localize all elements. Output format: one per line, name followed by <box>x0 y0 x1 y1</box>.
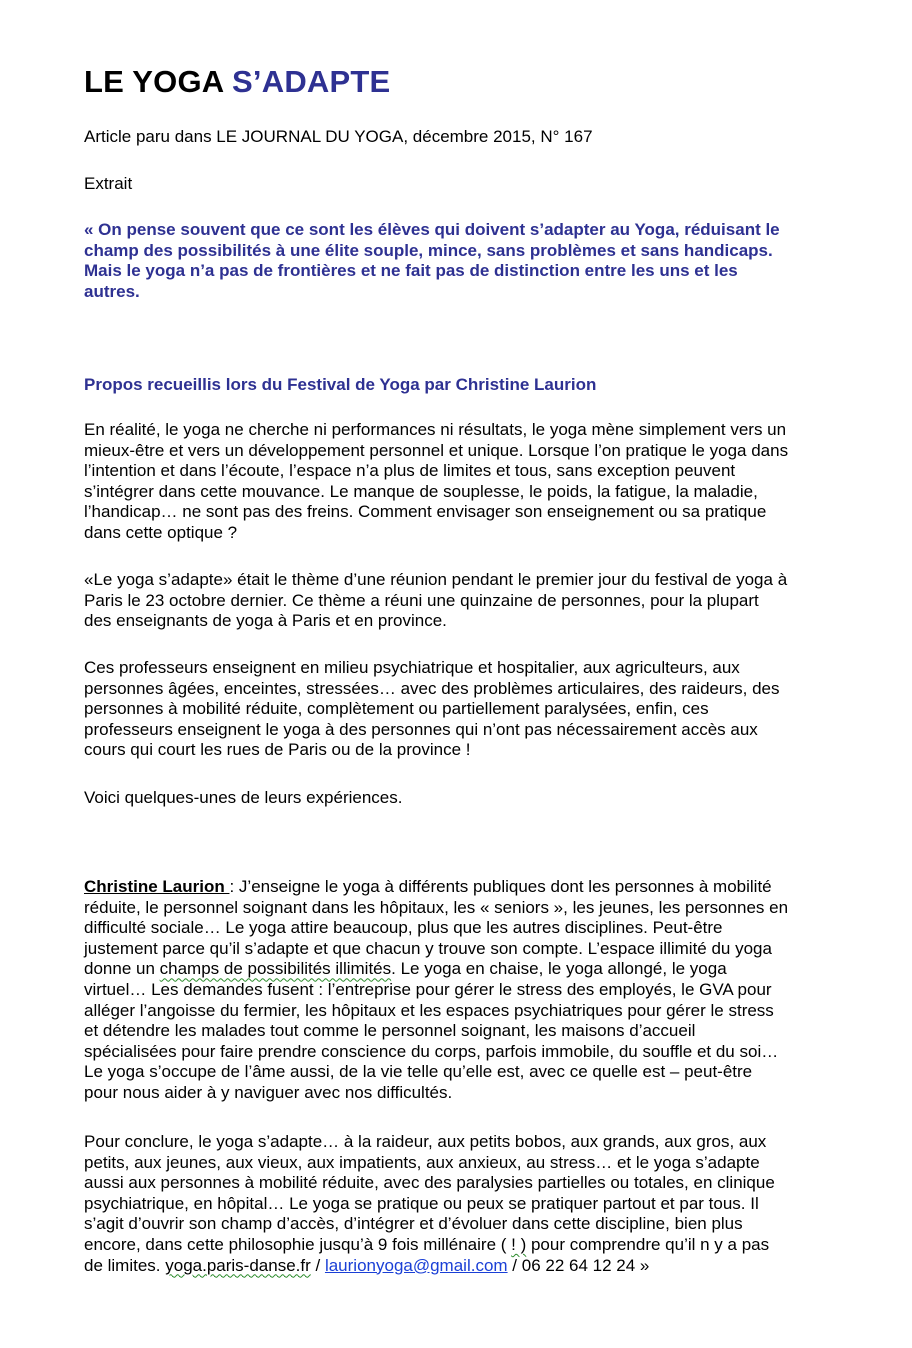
text-line <box>84 877 844 898</box>
email-link[interactable]: laurionyoga@gmail.com <box>324 1255 508 1275</box>
text-line: aussi aux personnes à mobilité réduite, avec des paralysies partielles ou totales, en clinique <box>84 1173 775 1193</box>
text-line: Le yoga s’occupe de l’âme aussi, de la vie telle qu’elle est, avec ce quelle est – peut-être <box>84 1062 753 1082</box>
intro-quote <box>84 220 844 302</box>
paragraph-1 <box>84 420 844 544</box>
text-line: «Le yoga s’adapte» était le thème d’une réunion pendant le premier jour du festival de yoga à <box>84 570 788 589</box>
text-line <box>84 1256 844 1277</box>
quote-line: « On pense souvent que ce sont les élèves qui doivent s’adapter au Yoga, réduisant le <box>84 220 780 239</box>
text-line: spécialisées pour faire prendre conscience du corps, parfois immobile, du souffle et du soi… <box>84 1041 779 1061</box>
text-line: s’agit d’ouvrir son champ d’accès, d’intégrer et d’évoluer dans cette discipline, bien plus <box>84 1214 743 1234</box>
paragraph-2 <box>84 570 844 632</box>
paragraph-3 <box>84 658 844 761</box>
source-line: Article paru dans LE JOURNAL DU YOGA, décembre 2015, N° 167 <box>84 127 593 146</box>
text-fragment: encore, dans cette philosophie jusqu’à 9 fois millénaire ( <box>84 1234 512 1254</box>
text-fragment: . Le yoga en chaise, le yoga allongé, le yoga <box>391 959 727 979</box>
text-line: Pour conclure, le yoga s’adapte… à la raideur, aux petits bobos, aux grands, aux gros, aux <box>84 1132 767 1151</box>
text-fragment: : J’enseigne le yoga à différents publiques dont les personnes à mobilité <box>229 877 772 896</box>
text-line: l’intention et dans l’écoute, l’espace n’a plus de limites et tous, sans exception peuvent <box>84 461 736 481</box>
text-line: Ces professeurs enseignent en milieu psychiatrique et hospitalier, aux agriculteurs, aux <box>84 658 740 677</box>
text-line <box>84 1235 844 1256</box>
text-line: et détendre les malades tout comme le personnel soignant, les maisons d’accueil <box>84 1021 696 1041</box>
spellcheck-flagged-phrase: ! ) <box>511 1234 527 1254</box>
text-line: dans cette optique ? <box>84 522 238 542</box>
title-accent: S’ADAPTE <box>232 64 391 99</box>
website-text: yoga.paris-danse.fr <box>165 1255 311 1275</box>
text-fragment: de limites. <box>84 1255 166 1275</box>
text-fragment: pour comprendre qu’il n y a pas <box>526 1234 770 1254</box>
text-fragment: / 06 22 64 12 24 » <box>507 1255 650 1275</box>
text-line: Paris le 23 octobre dernier. Ce thème a réuni une quinzaine de personnes, pour la plupart <box>84 590 759 610</box>
quote-line: autres. <box>84 281 140 301</box>
text-line: justement parce qu’il s’adapte et que chacun y trouve son compte. L’espace illimité du yoga <box>84 938 772 958</box>
author-name: Christine Laurion <box>84 877 230 896</box>
text-fragment: donne un <box>84 959 160 979</box>
quote-line: Mais le yoga n’a pas de frontières et ne fait pas de distinction entre les uns et les <box>84 261 738 281</box>
text-line: alléger l’angoisse du fermier, les hôpitaux et les espaces psychiatriques pour gérer le stress <box>84 1000 774 1020</box>
text-line: mieux-être et vers un développement personnel et unique. Lorsque l’on pratique le yoga dans <box>84 440 789 460</box>
article-title <box>84 62 390 102</box>
quote-line: champ des possibilités à une élite souple, mince, sans problèmes et sans handicaps. <box>84 240 773 260</box>
text-line: pour nous aider à y naviguer avec nos difficultés. <box>84 1082 453 1102</box>
text-line: professeurs enseignent le yoga à des personnes qui n’ont pas nécessairement accès aux <box>84 719 758 739</box>
title-main: LE YOGA <box>84 64 224 99</box>
text-line: virtuel… Les demandes fusent : l’entreprise pour gérer le stress des employés, le GVA pour <box>84 979 772 999</box>
text-line: personnes âgées, enceintes, stressées… avec des problèmes articulaires, des raideurs, des <box>84 678 780 698</box>
subheading: Propos recueillis lors du Festival de Yoga par Christine Laurion <box>84 375 597 394</box>
paragraph-6 <box>84 1132 844 1276</box>
paragraph-5 <box>84 877 844 1104</box>
text-line: l’handicap… ne sont pas des freins. Comment envisager son enseignement ou sa pratique <box>84 502 767 522</box>
text-line: des enseignants de yoga à Paris et en province. <box>84 611 447 631</box>
text-fragment: / <box>310 1255 325 1275</box>
text-line: personnes à mobilité réduite, complètement ou partiellement paralysées, enfin, ces <box>84 699 709 719</box>
text-line: cours qui court les rues de Paris ou de la province ! <box>84 740 471 760</box>
spellcheck-flagged-phrase: champs de possibilités illimités <box>159 959 392 979</box>
text-line: s’intégrer dans cette mouvance. Le manque de souplesse, le poids, la fatigue, la maladie, <box>84 481 758 501</box>
paragraph-4: Voici quelques-unes de leurs expériences. <box>84 788 403 807</box>
text-line <box>84 959 844 980</box>
text-line: En réalité, le yoga ne cherche ni performances ni résultats, le yoga mène simplement vers un <box>84 420 787 439</box>
text-line: psychiatrique, en hôpital… Le yoga se pratique ou peux se pratiquer partout et par tous. Il <box>84 1193 759 1213</box>
text-line: réduite, le personnel soignant dans les hôpitaux, les « seniors », les jeunes, les personnes en <box>84 897 789 917</box>
text-line: petits, aux jeunes, aux vieux, aux impatients, aux anxieux, au stress… et le yoga s’adapte <box>84 1152 760 1172</box>
text-line: difficulté sociale… Le yoga attire beaucoup, plus que les autres disciplines. Peut-être <box>84 918 723 938</box>
extrait-label: Extrait <box>84 174 133 193</box>
